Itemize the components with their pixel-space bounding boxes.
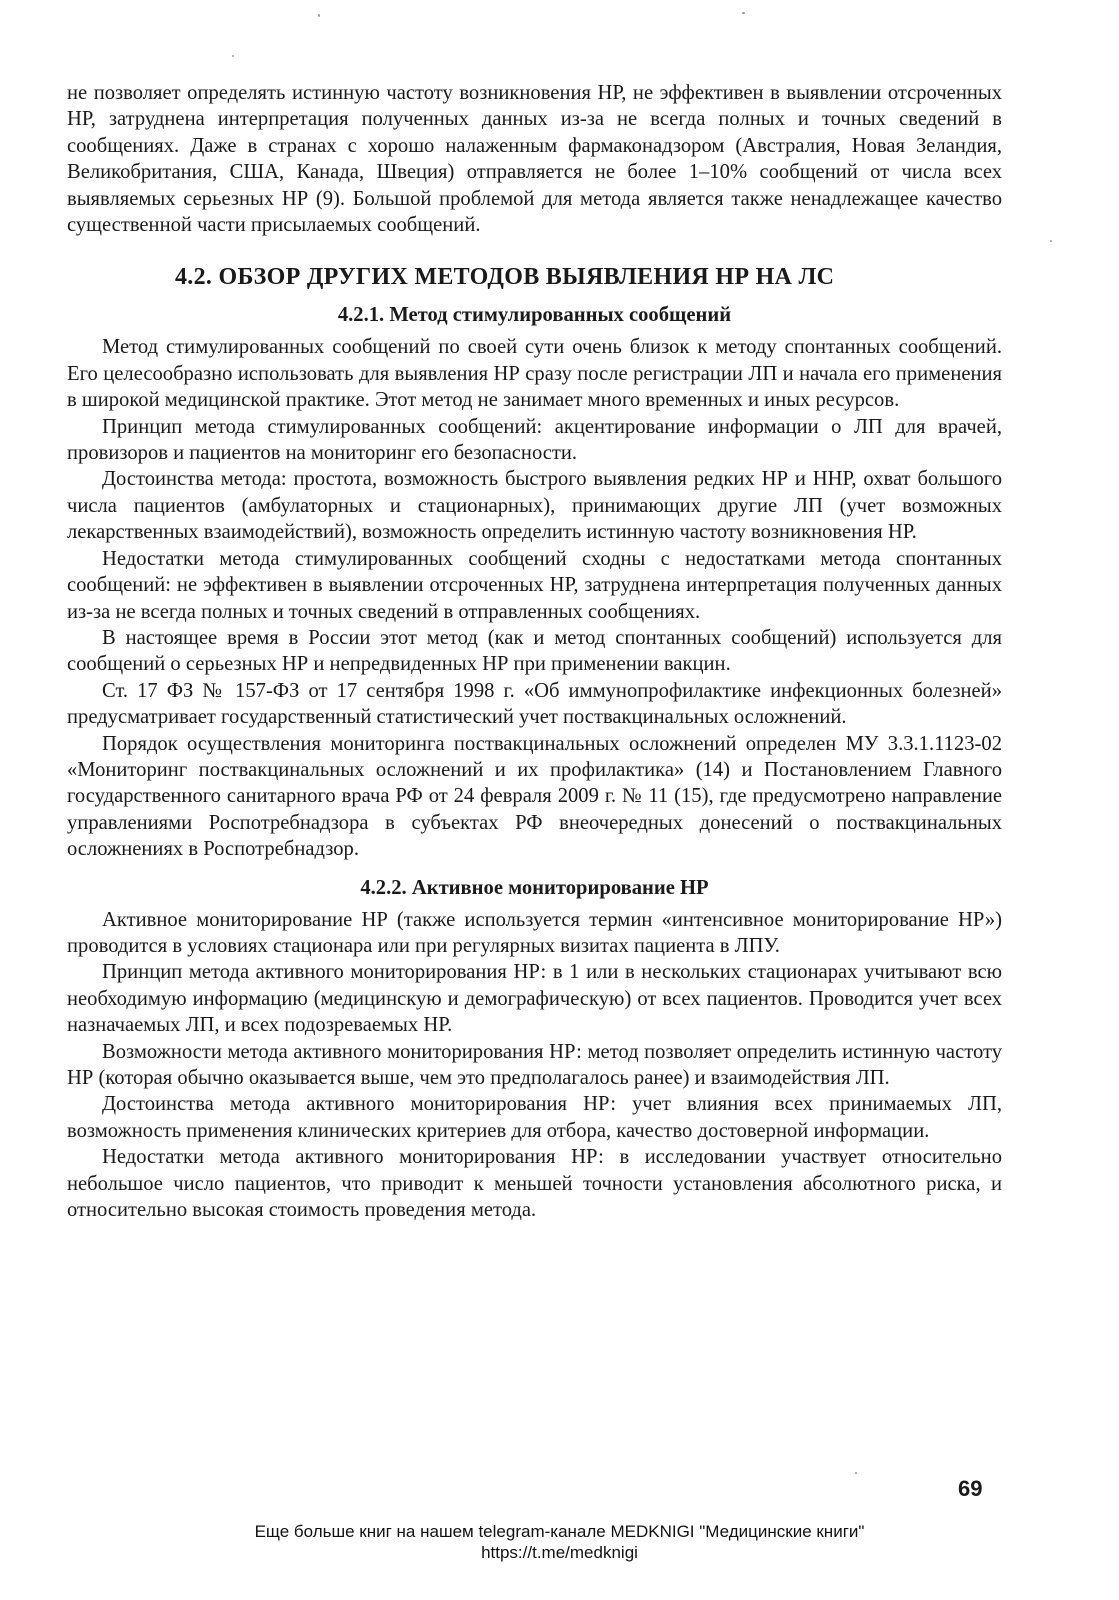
- paragraph: Недостатки метода стимулированных сообщений сходны с недостатками метода спонтанных сообщений: не эффективен в выявлении отсроченных НР, затруднена интерпретация полученных данных из-за не всегда полных и точных сведений в отправленных сообщениях.: [67, 547, 1002, 623]
- paragraph: Ст. 17 ФЗ № 157-ФЗ от 17 сентября 1998 г. «Об иммунопрофилактике инфекционных болезней» предусматривает государственный статистический учет поствакцинальных осложнений.: [67, 679, 1002, 729]
- paragraph: Недостатки метода активного мониторирования НР: в исследовании участвует относительно небольшое число пациентов, что приводит к меньшей точности установления абсолютного риска, и относительно высокая стоимость проведения метода.: [67, 1146, 1002, 1222]
- scan-speck: [855, 1472, 857, 1474]
- paragraph: Возможности метода активного мониторирования НР: метод позволяет определить истинную частоту НР (которая обычно оказывается выше, чем это предполагалось ранее) и взаимодействия ЛП.: [67, 1040, 1002, 1089]
- scan-speck: [318, 14, 320, 17]
- subsection-active-body: [67, 907, 1002, 1224]
- intro-block: [67, 80, 1002, 238]
- subsection-stimulated-body: [67, 334, 1002, 862]
- scan-speck: [742, 12, 745, 14]
- page-number: 69: [958, 1476, 983, 1501]
- footer: [0, 1521, 1119, 1563]
- subsection-heading-stimulated: 4.2.1. Метод стимулированных сообщений: [337, 304, 732, 327]
- paragraph: Достоинства метода: простота, возможность быстрого выявления редких НР и ННР, охват большого числа пациентов (амбулаторных и стационарных), принимающих другие ЛП (учет возможных лекарственных взаимодействий), возможность определить истинную частоту возникновения НР.: [67, 468, 1002, 544]
- paragraph: В настоящее время в России этот метод (как и метод спонтанных сообщений) используется для сообщений о серьезных НР и непредвиденных НР при применении вакцин.: [67, 626, 1002, 676]
- paragraph: Порядок осуществления мониторинга поствакцинальных осложнений определен МУ 3.3.1.1123-02 «Мониторинг поствакцинальных осложнений и их профилактика» (14) и Постановлением Главного государственного санитарного врача РФ от 24 февраля 2009 г. № 11 (15), где предусмотрено направление управлениями Роспотребнадзора в субъектах РФ внеочередных донесений о поствакцинальных осложнениях в Роспотребнадзор.: [67, 732, 1002, 861]
- paragraph: Принцип метода стимулированных сообщений: акцентирование информации о ЛП для врачей, провизоров и пациентов на мониторинг его безопасности.: [67, 415, 1002, 465]
- intro-paragraph: не позволяет определять истинную частоту возникновения НР, не эффективен в выявлении отсроченных НР, затруднена интерпретация полученных данных из-за не всегда полных и точных сведений в сообщениях. Даже в странах с хорошо налаженным фармаконадзором (Австралия, Новая Зеландия, Великобритания, США, Канада, Швеция) отправляется не более 1–10% сообщений от числа всех выявляемых серьезных НР (9). Большой проблемой для метода является также ненадлежащее качество существенной части присылаемых сообщений.: [67, 82, 1002, 237]
- section-heading: 4.2. ОБЗОР ДРУГИХ МЕТОДОВ ВЫЯВЛЕНИЯ НР НА ЛС: [175, 264, 835, 291]
- page-body: [67, 80, 1002, 1223]
- scan-speck: [232, 55, 234, 57]
- scan-speck: [1050, 240, 1052, 242]
- paragraph: Метод стимулированных сообщений по своей сути очень близок к методу спонтанных сообщений. Его целесообразно использовать для выявления НР сразу после регистрации ЛП и начала его применения в широкой медицинской практике. Этот метод не занимает много временных и иных ресурсов.: [67, 336, 1002, 412]
- paragraph: Активное мониторирование НР (также используется термин «интенсивное мониторирование НР») проводится в условиях стационара или при регулярных визитах пациента в ЛПУ.: [67, 908, 1002, 957]
- subsection-heading-active: 4.2.2. Активное мониторирование НР: [360, 876, 709, 899]
- paragraph: Принцип метода активного мониторирования НР: в 1 или в нескольких стационарах учитывают всю необходимую информацию (медицинскую и демографическую) от всех пациентов. Проводится учет всех назначаемых ЛП, и всех подозреваемых НР.: [67, 961, 1002, 1037]
- footer-promo-text: Еще больше книг на нашем telegram-канале MEDKNIGI "Медицинские книги": [254, 1522, 865, 1541]
- paragraph: Достоинства метода активного мониторирования НР: учет влияния всех принимаемых ЛП, возможность применения клинических критериев для отбора, качество достоверной информации.: [67, 1093, 1002, 1142]
- footer-link[interactable]: https://t.me/medknigi: [481, 1543, 638, 1562]
